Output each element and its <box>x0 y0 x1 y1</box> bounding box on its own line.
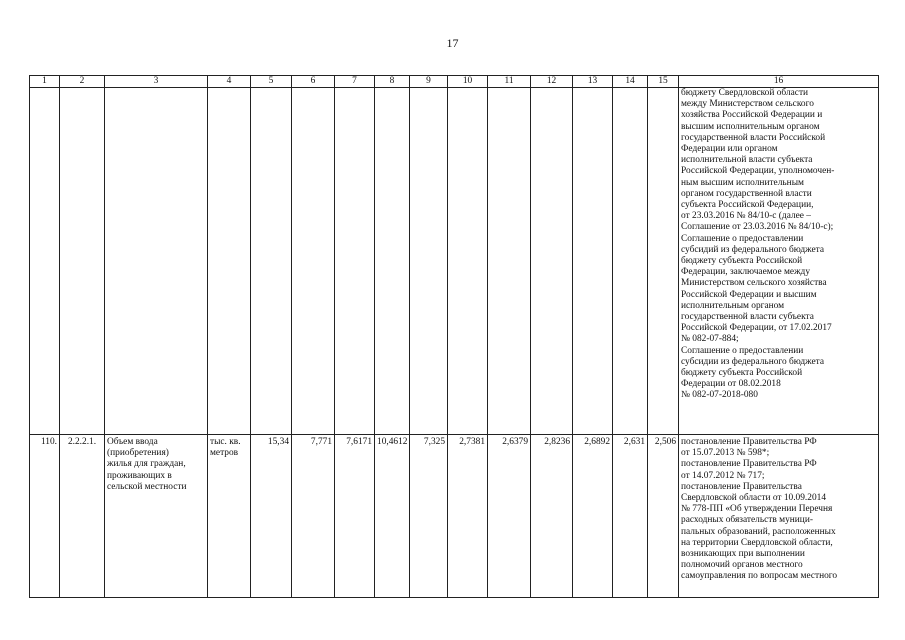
value-cell: 7,325 <box>410 435 448 598</box>
text-line: на территории Свердловской области, <box>681 537 833 548</box>
indicator-name <box>105 435 208 598</box>
column-number-row <box>30 76 879 88</box>
text-line: Федерации, заключаемое между <box>681 267 811 278</box>
text-line: бюджету Свердловской области <box>681 88 809 98</box>
text-line: хозяйства Российской Федерации и <box>681 110 823 121</box>
text-line: пальных образований, расположенных <box>681 526 836 537</box>
text-line: Министерством сельского хозяйства <box>681 278 827 289</box>
column-header: 1 <box>30 76 60 88</box>
text-line: государственной власти субъекта <box>681 312 814 323</box>
table-row <box>30 435 879 598</box>
value-cell: 7,6171 <box>335 435 375 598</box>
value-cell: 2,631 <box>613 435 648 598</box>
text-line: № 778-ПП «Об утверждении Перечня <box>681 504 833 515</box>
column-header: 15 <box>648 76 679 88</box>
value-cell: 10,4612 <box>375 435 410 598</box>
text-line: тыс. кв. <box>210 437 241 447</box>
value-cell: 2,8236 <box>531 435 573 598</box>
text-line: высшим исполнительным органом <box>681 121 820 132</box>
table-row <box>30 88 879 435</box>
text-line: субсидии из федерального бюджета <box>681 356 824 367</box>
text-line: № 082-07-2018-080 <box>681 390 758 401</box>
value-cell: 2,7381 <box>448 435 488 598</box>
text-line: от 15.07.2013 № 598*; <box>681 448 770 459</box>
text-line: проживающих в <box>107 470 172 481</box>
text-line: сельской местности <box>107 481 187 492</box>
text-line: Соглашение о предоставлении <box>681 233 804 244</box>
text-line: Федерации от 08.02.2018 <box>681 379 781 390</box>
legal-basis-cell <box>679 435 879 598</box>
value-cell: 2,506 <box>648 435 679 598</box>
text-line: Свердловской области от 10.09.2014 <box>681 493 827 504</box>
column-header: 8 <box>375 76 410 88</box>
text-line: жилья для граждан, <box>107 459 186 470</box>
column-header: 2 <box>60 76 105 88</box>
text-line: постановление Правительства РФ <box>681 459 817 470</box>
text-line: субъекта Российской Федерации, <box>681 200 814 211</box>
text-line: от 23.03.2016 № 84/10-с (далее – <box>681 211 811 222</box>
legal-basis-cell <box>679 88 879 435</box>
column-header: 3 <box>105 76 208 88</box>
column-header: 16 <box>679 76 879 88</box>
text-line: органом государственной власти <box>681 188 812 199</box>
text-line: от 14.07.2012 № 717; <box>681 470 765 481</box>
column-header: 13 <box>573 76 613 88</box>
unit-of-measure <box>208 435 251 598</box>
text-line: Российской Федерации, от 17.02.2017 <box>681 323 832 334</box>
text-line: Соглашение от 23.03.2016 № 84/10-с); <box>681 222 834 233</box>
text-line: Соглашение о предоставлении <box>681 345 804 356</box>
text-line: Федерации или органом <box>681 144 778 155</box>
text-line: бюджету субъекта Российской <box>681 368 803 379</box>
text-line: Российской Федерации и высшим <box>681 289 817 300</box>
program-table <box>29 75 879 598</box>
text-line: между Министерством сельского <box>681 99 814 110</box>
text-line: субсидий из федерального бюджета <box>681 244 824 255</box>
column-header: 6 <box>292 76 335 88</box>
value-cell: 7,771 <box>292 435 335 598</box>
text-line: метров <box>210 448 239 459</box>
column-header: 11 <box>488 76 531 88</box>
text-line: Объем ввода <box>107 437 158 447</box>
text-line: (приобретения) <box>107 448 169 459</box>
column-header: 12 <box>531 76 573 88</box>
value-cell: 2,6892 <box>573 435 613 598</box>
text-line: самоуправления по вопросам местного <box>681 571 838 582</box>
text-line: государственной власти Российской <box>681 132 826 143</box>
text-line: постановление Правительства <box>681 481 802 492</box>
value-cell: 15,34 <box>251 435 292 598</box>
text-line: № 082-07-884; <box>681 334 739 345</box>
item-code: 2.2.2.1. <box>60 435 105 598</box>
column-header: 7 <box>335 76 375 88</box>
column-header: 9 <box>410 76 448 88</box>
text-line: постановление Правительства РФ <box>681 437 817 447</box>
text-line: ным высшим исполнительным <box>681 177 804 188</box>
column-header: 4 <box>208 76 251 88</box>
text-line: Российской Федерации, уполномочен- <box>681 166 835 177</box>
column-header: 5 <box>251 76 292 88</box>
value-cell: 2,6379 <box>488 435 531 598</box>
text-line: исполнительным органом <box>681 300 785 311</box>
text-line: исполнительной власти субъекта <box>681 155 813 166</box>
text-line: возникающих при выполнении <box>681 549 805 560</box>
text-line: бюджету субъекта Российской <box>681 256 803 267</box>
page-number: 17 <box>446 36 459 50</box>
column-header: 10 <box>448 76 488 88</box>
text-line: полномочий органов местного <box>681 560 803 571</box>
column-header: 14 <box>613 76 648 88</box>
row-number: 110. <box>30 435 60 598</box>
text-line: расходных обязательств муници- <box>681 515 813 526</box>
